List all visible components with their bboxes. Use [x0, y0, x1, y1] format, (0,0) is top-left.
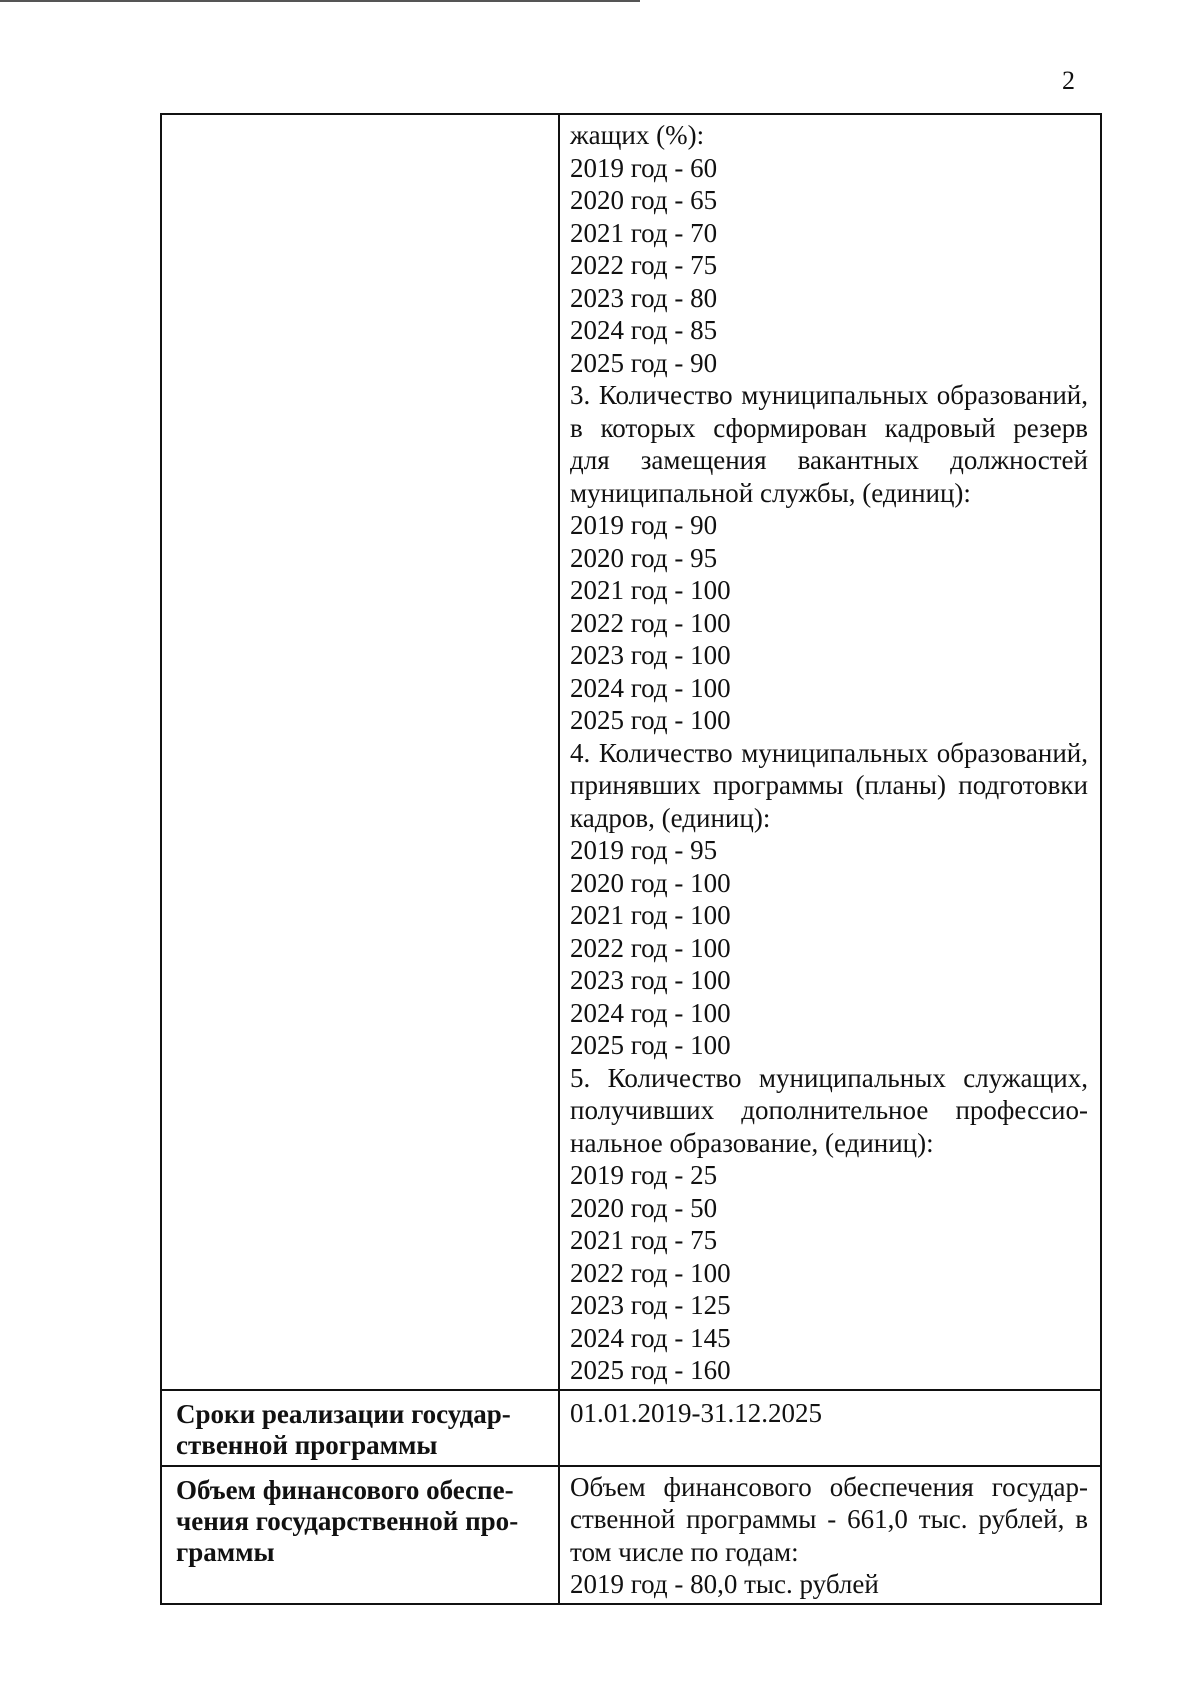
indicator-year-value: 2022 год - 100 — [570, 1257, 731, 1288]
indicator-year-value: 2023 год - 125 — [570, 1290, 731, 1320]
indicator-year-value: 2021 год - 100 — [570, 900, 731, 930]
indicator-year-value: 2025 год - 100 — [570, 1030, 731, 1060]
indicator-year-value: 2022 год - 100 — [570, 932, 731, 963]
indicator-year-value: 2019 год - 95 — [570, 835, 718, 865]
indicator-year-value: 2024 год - 100 — [570, 997, 731, 1028]
indicator-block-5 — [570, 1062, 1088, 1387]
indicator-year-value: 2020 год - 100 — [570, 867, 731, 898]
indicator-year-value: 2024 год - 100 — [570, 672, 731, 703]
indicator-heading: 4. Количество муниципальных образований, принявших программы (планы) подготовки кадров, (единиц): — [570, 737, 1088, 833]
indicator-year-value: 2024 год - 145 — [570, 1322, 731, 1353]
indicator-blocks — [560, 115, 1100, 1389]
indicator-year-value: 2023 год - 80 — [570, 282, 718, 313]
timeframe-label: Сроки реализации государственной программы — [176, 1398, 511, 1460]
indicator-year-value: 2020 год - 95 — [570, 542, 718, 573]
funding-label-cell — [161, 1466, 559, 1604]
timeframe-value-cell — [559, 1390, 1101, 1466]
indicator-heading: 3. Количество муниципальных образований, в которых сформирован кадровый резерв для замещения вакантных должностей муниципальной службы, (единиц): — [570, 380, 1088, 508]
indicator-year-value: 2021 год - 75 — [570, 1225, 718, 1255]
indicator-block-2 — [570, 119, 1088, 379]
indicator-year-value: 2025 год - 160 — [570, 1355, 731, 1385]
indicator-year-value: 2019 год - 60 — [570, 152, 718, 183]
indicator-year-value: 2021 год - 100 — [570, 575, 731, 605]
funding-description: Объем финансового обеспечения государственной программы - 661,0 тыс. рублей, в том числе по годам: — [570, 1471, 1088, 1567]
table-row-funding — [161, 1466, 1101, 1604]
indicator-year-value: 2020 год - 50 — [570, 1192, 718, 1223]
indicator-year-value: 2022 год - 75 — [570, 250, 718, 280]
funding-value-wrap — [560, 1467, 1100, 1603]
timeframe-label-cell — [161, 1390, 559, 1466]
indicators-value-cell — [559, 114, 1101, 1390]
funding-year-value: 2019 год - 80,0 тыс. рублей — [570, 1569, 879, 1599]
timeframe-value: 01.01.2019-31.12.2025 — [570, 1397, 822, 1428]
indicator-year-value: 2025 год - 100 — [570, 705, 731, 735]
indicator-block-4 — [570, 737, 1088, 1062]
indicator-year-value: 2023 год - 100 — [570, 640, 731, 670]
timeframe-value-wrap — [560, 1391, 1100, 1432]
page-number: 2 — [1062, 66, 1075, 95]
funding-value-cell — [559, 1466, 1101, 1604]
indicator-year-value: 2021 год - 70 — [570, 217, 718, 248]
indicators-label-cell — [161, 114, 559, 1390]
table-row-timeframe — [161, 1390, 1101, 1466]
indicator-year-value: 2022 год - 100 — [570, 607, 731, 638]
indicator-heading: жащих (%): — [570, 120, 705, 150]
indicator-year-value: 2020 год - 65 — [570, 185, 718, 215]
table-row-indicators — [161, 114, 1101, 1390]
funding-label: Объем финансового обеспечения государственной программы — [176, 1474, 519, 1567]
indicator-year-value: 2023 год - 100 — [570, 965, 731, 995]
indicator-year-value: 2019 год - 90 — [570, 510, 718, 540]
indicator-block-3 — [570, 379, 1088, 737]
indicators-label — [162, 115, 558, 127]
indicator-heading: 5. Количество муниципальных служащих, получивших дополнительное профессиональное образование, (единиц): — [570, 1062, 1088, 1158]
scan-edge-rule — [0, 0, 640, 2]
indicator-year-value: 2025 год - 90 — [570, 347, 718, 378]
indicator-year-value: 2024 год - 85 — [570, 315, 718, 345]
indicator-year-value: 2019 год - 25 — [570, 1160, 718, 1190]
program-passport-table — [160, 113, 1102, 1605]
